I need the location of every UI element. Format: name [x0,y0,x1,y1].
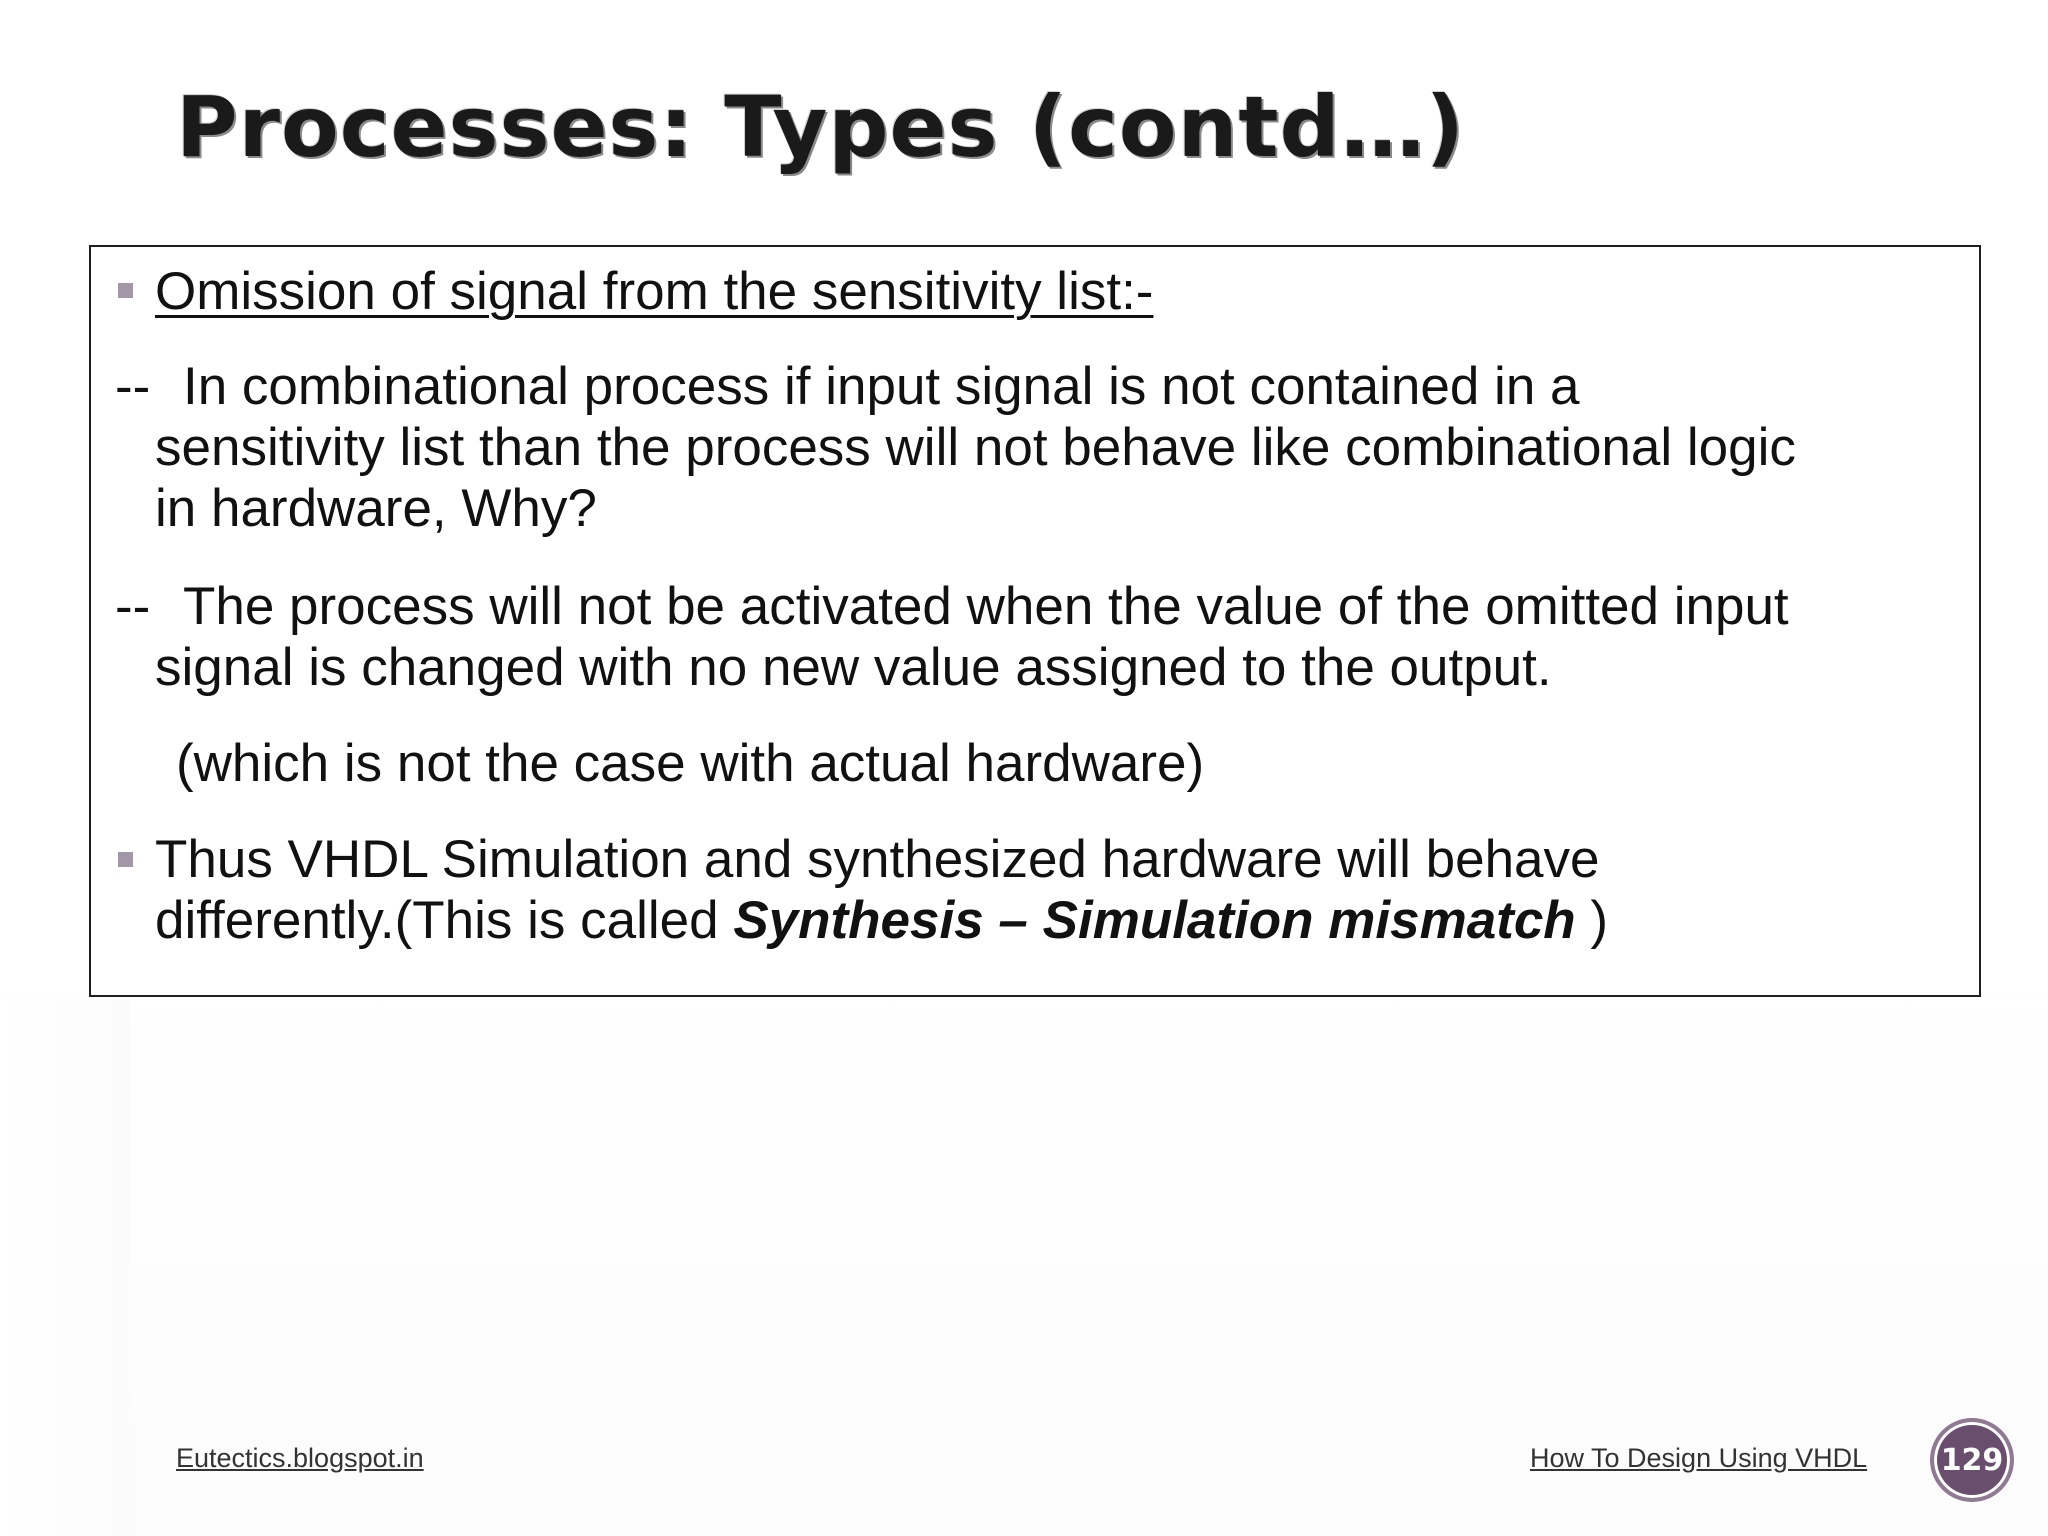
conclusion-prefix: differently.(This is called [155,891,734,950]
content-box [89,245,1981,997]
heading-underlined: Omission of signal from the sensitivity list:- [155,262,1154,321]
para1-dash: -- [115,357,151,416]
page-number-badge [1930,1418,2014,1502]
para2-line2: signal is changed with no new value assigned to the output. [155,638,1552,697]
para2-dash: -- [115,577,151,636]
heading-text [155,261,1153,322]
para1-line2: sensitivity list than the process will not behave like combinational logic [155,418,1796,477]
para1-line1: In combinational process if input signal is not contained in a [183,357,1580,416]
bullet-marker [118,852,133,867]
footer-course-link[interactable]: How To Design Using VHDL [1530,1443,1868,1473]
slide-left-band [0,1000,130,1536]
para1-line3: in hardware, Why? [155,479,597,538]
slide-title: Processes: Types (contd…) [176,78,1466,176]
footer-blog-link[interactable]: Eutectics.blogspot.in [176,1443,424,1473]
page-number: 129 [1940,1442,2004,1478]
para2-line1: The process will not be activated when the value of the omitted input [183,577,1789,636]
note-text: (which is not the case with actual hardware) [176,734,1205,793]
conclusion-line2 [155,890,1608,951]
conclusion-suffix: ) [1575,891,1609,950]
conclusion-emphasis: Synthesis – Simulation mismatch [733,891,1576,950]
conclusion-line1: Thus VHDL Simulation and synthesized hardware will behave [155,830,1600,889]
bullet-marker [118,283,133,298]
